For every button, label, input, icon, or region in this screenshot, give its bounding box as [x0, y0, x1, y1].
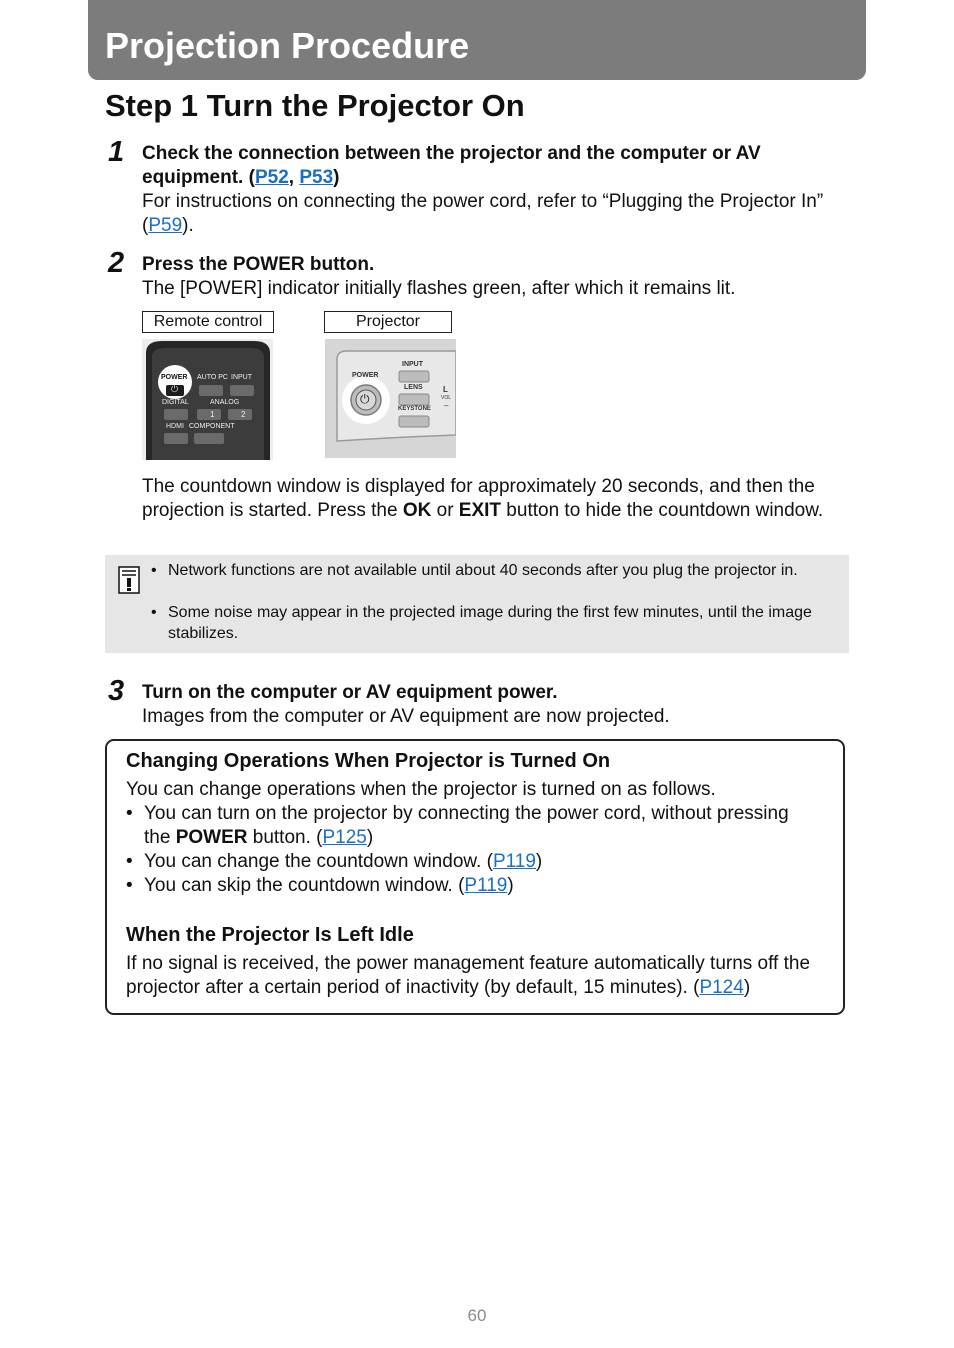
- remote-auto-pc-label: AUTO PC: [197, 374, 228, 381]
- step-3-heading: Turn on the computer or AV equipment power.: [142, 682, 558, 703]
- projector-power-button-icon: ⏻: [360, 392, 370, 406]
- remote-analog-2-label: 2: [241, 410, 246, 419]
- info-idle-text: If no signal is received, the power management feature automatically turns off the projector after a certain period of inactivity (by default, 15 minutes). (P124): [126, 953, 811, 998]
- projector-l-label: L: [443, 385, 448, 394]
- projector-input-label: INPUT: [402, 361, 423, 368]
- link-p119-skip[interactable]: P119: [464, 875, 508, 896]
- projector-lens-label: LENS: [404, 384, 423, 391]
- remote-component-label: COMPONENT: [189, 423, 235, 430]
- link-p119[interactable]: P119: [492, 851, 536, 872]
- projector-power-label: POWER: [352, 372, 379, 379]
- remote-power-button-icon: ⏻: [171, 384, 179, 394]
- note-item: • Network functions are not available until about 40 seconds after you plug the projector in.: [151, 562, 798, 579]
- remote-analog-label: ANALOG: [210, 399, 240, 406]
- page-header-title: Projection Procedure: [105, 25, 470, 66]
- list-item: • You can skip the countdown window. (P119): [126, 875, 514, 896]
- step-number-2: 2: [108, 247, 125, 279]
- projector-panel-image: [325, 339, 456, 458]
- note-box: [105, 555, 849, 653]
- link-p53[interactable]: P53: [299, 167, 334, 188]
- info-box: [105, 739, 845, 1015]
- step-number-1: 1: [108, 136, 125, 168]
- step-2-body: The [POWER] indicator initially flashes green, after which it remains lit.: [142, 278, 736, 299]
- countdown-text: The countdown window is displayed for approximately 20 seconds, and then the projection is started. Press the OK or EXIT button to hide the countdown window.: [142, 476, 824, 521]
- link-p52[interactable]: P52: [254, 167, 289, 188]
- list-item: • You can change the countdown window. (P119): [126, 851, 543, 872]
- header-bar: [88, 0, 866, 80]
- link-p59[interactable]: P59: [148, 215, 183, 236]
- remote-digital-label: DIGITAL: [162, 399, 189, 406]
- link-p124[interactable]: P124: [699, 977, 744, 998]
- info-heading-idle: When the Projector Is Left Idle: [126, 924, 414, 946]
- info-intro: You can change operations when the projector is turned on as follows.: [126, 779, 716, 800]
- remote-power-label: POWER: [161, 374, 188, 381]
- step-1-heading: Check the connection between the projector and the computer or AV equipment. (P52, P53): [142, 143, 761, 188]
- link-p125[interactable]: P125: [322, 827, 367, 848]
- note-item: • Some noise may appear in the projected image during the first few minutes, until the image stabilizes.: [151, 604, 812, 642]
- remote-input-label: INPUT: [231, 374, 252, 381]
- step-number-3: 3: [108, 675, 125, 707]
- step-title: Step 1 Turn the Projector On: [105, 88, 525, 123]
- label-remote-control: Remote control: [142, 311, 274, 333]
- list-item: • You can turn on the projector by connecting the power cord, without pressing the POWER button. (P125): [126, 803, 789, 848]
- page-number: 60: [467, 1306, 487, 1325]
- remote-analog-1-label: 1: [210, 410, 215, 419]
- step-3-body: Images from the computer or AV equipment are now projected.: [142, 706, 670, 727]
- exit-key: EXIT: [458, 500, 502, 521]
- step-2-heading: Press the POWER button.: [142, 254, 375, 275]
- step-1-body: For instructions on connecting the power cord, refer to “Plugging the Projector In” (P59).: [142, 191, 824, 236]
- projector-vol-label: VOL: [441, 395, 452, 401]
- projector-panel-illustration: [325, 339, 456, 458]
- projector-vol-minus-label: –: [444, 401, 449, 410]
- label-projector: Projector: [324, 311, 452, 333]
- remote-control-image: [142, 339, 273, 460]
- remote-hdmi-label: HDMI: [166, 423, 184, 430]
- step-1-text: [142, 142, 842, 238]
- ok-key: OK: [402, 500, 432, 521]
- projector-keystone-label: KEYSTONE: [398, 406, 431, 412]
- info-heading-power-on: Changing Operations When Projector is Turned On: [126, 750, 611, 772]
- note-icon: [118, 566, 140, 594]
